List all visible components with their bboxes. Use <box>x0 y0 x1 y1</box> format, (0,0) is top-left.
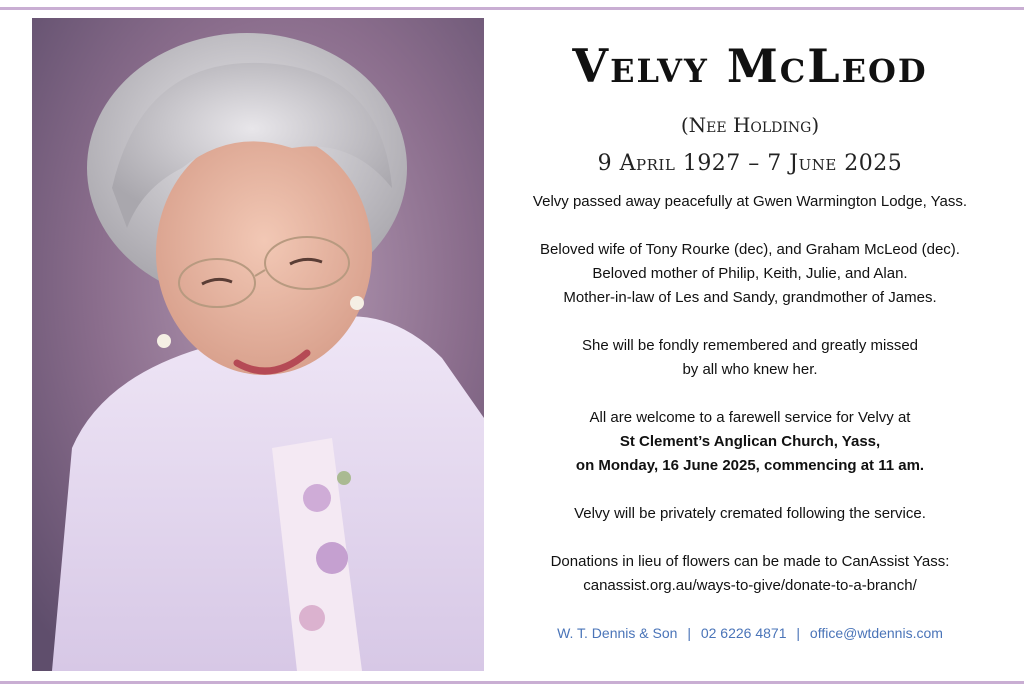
cremation-statement: Velvy will be privately cremated following the service. <box>574 505 926 522</box>
notice-body <box>496 190 1004 598</box>
portrait-photo <box>32 18 484 671</box>
donations-text: Donations in lieu of flowers can be made to CanAssist Yass: <box>550 553 950 570</box>
remembered-line: She will be fondly remembered and greatly missed <box>582 337 918 354</box>
passing-statement: Velvy passed away peacefully at Gwen Warmington Lodge, Yass. <box>532 193 968 210</box>
donations-url: canassist.org.au/ways-to-give/donate-to-a-branch/ <box>583 577 917 594</box>
phone-number: 02 6226 4871 <box>700 625 787 641</box>
footer-separator: | <box>796 625 801 641</box>
company-name: W. T. Dennis & Son <box>557 625 678 641</box>
funeral-director-footer <box>496 622 1004 644</box>
top-border-line <box>0 7 1024 10</box>
maiden-name: (Nee Holding) <box>680 113 820 137</box>
service-paragraph <box>496 406 1004 478</box>
service-time: on Monday, 16 June 2025, commencing at 11 am. <box>575 457 925 474</box>
footer-separator: | <box>687 625 691 641</box>
remembered-line: by all who knew her. <box>682 361 818 378</box>
family-paragraph <box>496 238 1004 310</box>
remembered-paragraph <box>496 334 1004 382</box>
family-line: Mother-in-law of Les and Sandy, grandmother of James. <box>563 289 937 306</box>
family-line: Beloved mother of Philip, Keith, Julie, and Alan. <box>592 265 908 282</box>
email-address: office@wtdennis.com <box>809 625 943 641</box>
life-dates: 9 April 1927 – 7 June 2025 <box>597 151 903 176</box>
portrait-illustration <box>32 18 484 671</box>
service-intro: All are welcome to a farewell service for Velvy at <box>589 409 911 426</box>
bottom-border-line <box>0 681 1024 684</box>
donations-paragraph <box>496 550 1004 598</box>
deceased-name: Velvy McLeod <box>572 39 928 93</box>
service-venue: St Clement’s Anglican Church, Yass, <box>619 433 881 450</box>
family-line: Beloved wife of Tony Rourke (dec), and Graham McLeod (dec). <box>540 241 960 258</box>
